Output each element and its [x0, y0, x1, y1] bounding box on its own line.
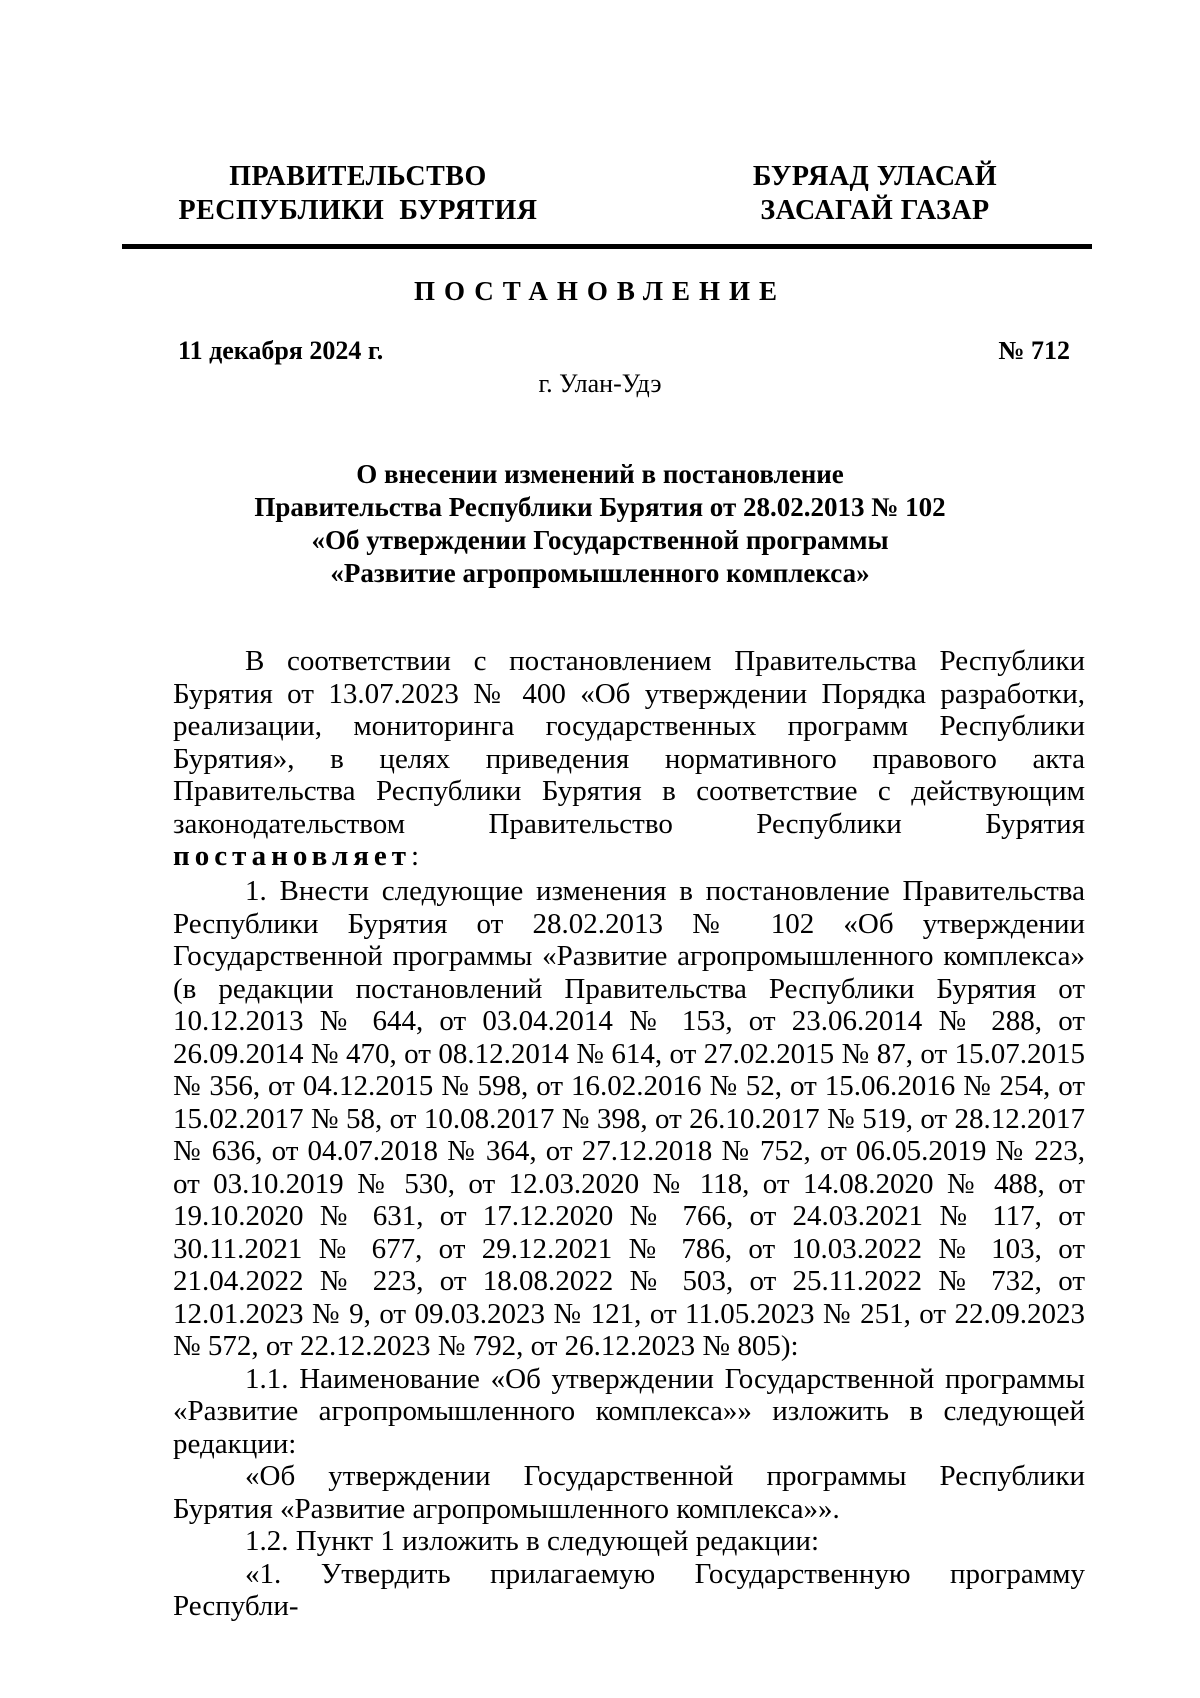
item-1-2: 1.2. Пункт 1 изложить в следующей редакции: — [245, 1525, 820, 1557]
government-name-buryat — [745, 160, 1005, 228]
government-name-line1: ПРАВИТЕЛЬСТВО — [229, 161, 487, 192]
item-1-1: 1.1. Наименование «Об утверждении Государственной программы «Развитие агропромышленного комплекса»» изложить в следующей редакции: — [173, 1362, 1085, 1460]
title-line3: «Об утверждении Государственной программы — [311, 525, 889, 555]
item-1-2-quote: «1. Утвердить прилагаемую Государственную программу Республи- — [173, 1557, 1085, 1622]
document-number: № 712 — [998, 336, 1070, 365]
preamble-paragraph — [173, 645, 1085, 873]
title-line2: Правительства Республики Бурятия от 28.02.2013 № 102 — [254, 492, 946, 522]
government-name-russian — [178, 160, 538, 228]
preamble-verb: постановляет — [173, 840, 412, 872]
government-name-buryat-line1: БУРЯАД УЛАСАЙ — [752, 161, 998, 192]
document-city: г. Улан-Удэ — [538, 369, 662, 398]
title-line1: О внесении изменений в постановление — [356, 459, 844, 489]
item-1: 1. Внести следующие изменения в постановление Правительства Республики Бурятия от 28.02.2013 № 102 «Об утверждении Государственной программы «Развитие агропромышленного комплекса» (в редакции постановлений Правительства Республики Бурятия от 10.12.2013 № 644, от 03.04.2014 № 153, от 23.06.2014 № 288, от 26.09.2014 № 470, от 08.12.2014 № 614, от 27.02.2015 № 87, от 15.07.2015 № 356, от 04.12.2015 № 598, от 16.02.2016 № 52, от 15.06.2016 № 254, от 15.02.2017 № 58, от 10.08.2017 № 398, от 26.10.2017 № 519, от 28.12.2017 № 636, от 04.07.2018 № 364, от 27.12.2018 № 752, от 06.05.2019 № 223, от 03.10.2019 № 530, от 12.03.2020 № 118, от 14.08.2020 № 488, от 19.10.2020 № 631, от 17.12.2020 № 766, от 24.03.2021 № 117, от 30.11.2021 № 677, от 29.12.2021 № 786, от 10.03.2022 № 103, от 21.04.2022 № 223, от 18.08.2022 № 503, от 25.11.2022 № 732, от 12.01.2023 № 9, от 09.03.2023 № 121, от 11.05.2023 № 251, от 22.09.2023 № 572, от 22.12.2023 № 792, от 26.12.2023 № 805): — [173, 875, 1085, 1362]
resolution-items — [173, 875, 1085, 1623]
document-date: 11 декабря 2024 г. — [178, 336, 384, 365]
government-name-buryat-line2: ЗАСАГАЙ ГАЗАР — [760, 195, 990, 226]
document-type: ПОСТАНОВЛЕНИЕ — [413, 276, 787, 306]
government-name-line2: РЕСПУБЛИКИ БУРЯТИЯ — [178, 195, 538, 226]
preamble-colon: : — [411, 840, 420, 872]
header-divider — [122, 244, 1092, 249]
item-1-1-quote: «Об утверждении Государственной программы Республики Бурятия «Развитие агропромышленного комплекса»». — [173, 1460, 1085, 1525]
title-line4: «Развитие агропромышленного комплекса» — [330, 558, 870, 588]
preamble — [173, 645, 1085, 873]
preamble-text: В соответствии с постановлением Правительства Республики Бурятия от 13.07.2023 № 400 «Об утверждении Порядка разработки, реализации, мониторинга государственных программ Республики Бурятия», в целях приведения нормативного правового акта Правительства Республики Бурятия в соответствие с действующим законодательством Правительство Республики Бурятия — [173, 645, 1085, 840]
document-title — [200, 458, 1000, 590]
